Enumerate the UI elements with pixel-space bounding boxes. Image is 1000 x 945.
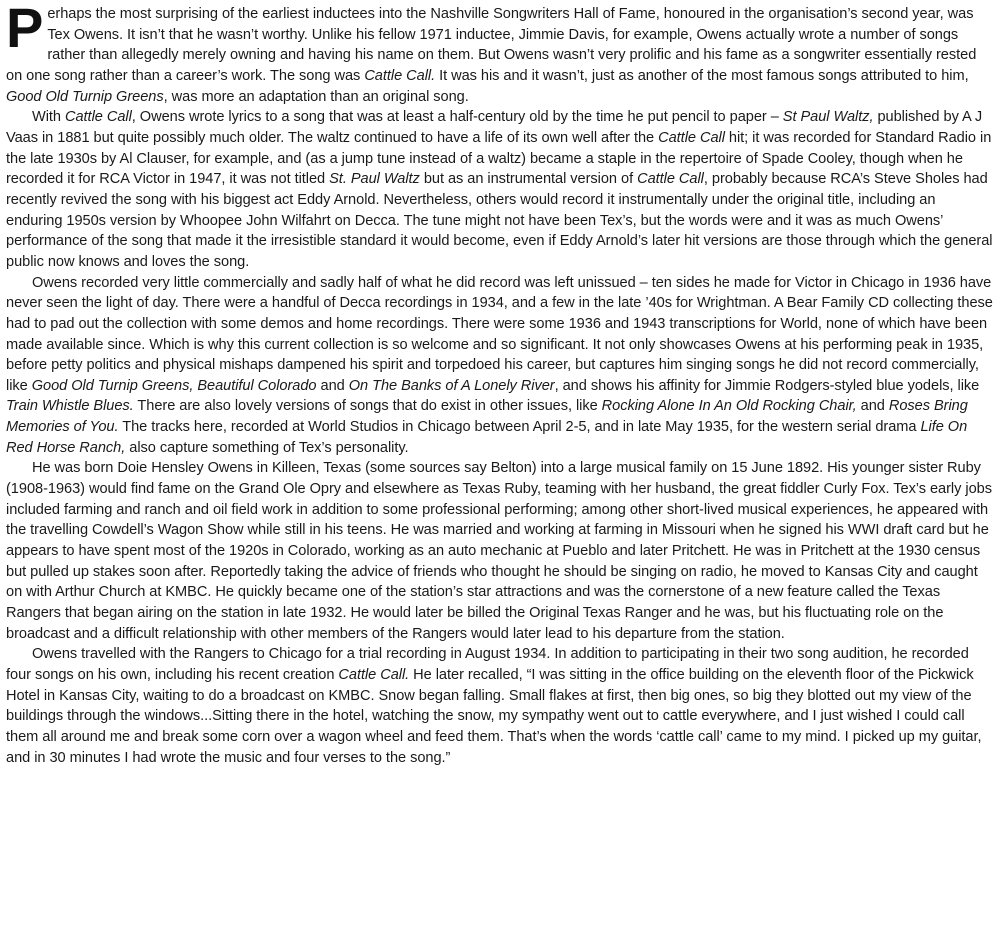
italic-title-text: Cattle Call [65, 109, 132, 126]
drop-cap: P [6, 0, 44, 59]
italic-title-text: Cattle Call. [338, 667, 410, 683]
paragraph-1 [6, 0, 994, 107]
body-text: , Owens wrote lyrics to a song that was at least a half-century old by the time he put pencil to paper – [131, 109, 783, 126]
body-text: hit; it was recorded for Standard Radio in the late 1930s by Al Clauser, for example, and (as a jump tune instead of a waltz) became a staple in the repertoire of Spade Cooley, though when he recorded it for RCA Victor in 1947, it was not titled [6, 129, 992, 188]
italic-title-text: On The Banks of A Lonely River [348, 377, 555, 394]
italic-title-text: Life On Red Horse Ranch, [6, 419, 968, 456]
paragraph-3 [6, 273, 994, 459]
italic-title-text: St. Paul Waltz [329, 171, 420, 188]
italic-title-text: St Paul Waltz, [782, 109, 874, 126]
italic-title-text: Good Old Turnip Greens, Beautiful Colorado [31, 377, 317, 394]
body-text: He was born Doie Hensley Owens in Killeen, Texas (some sources say Belton) into a large musical family on 15 June 1892. His younger sister Ruby (1908-1963) would find fame on the Grand Ole Opry and elsewhere as Texas Ruby, teaming with her husband, the great fiddler Curly Fox. Tex’s early jobs included farming and ranch and oil field work in addition to some professional performing; among other short-lived musical experiences, he appeared with the travelling Cowdell’s Wagon Show while still in his teens. He was married and working at farming in Missouri when he signed his WWI draft card but he appears to have spent most of the 1920s in Colorado, working as an auto mechanic at Pueblo and later Pritchett. He was in Pritchett at the 1930 census but pulled up stakes soon after. Reportedly taking the advice of friends who thought he should be singing on radio, he moved to Kansas City and caught on with Arthur Church at KMBC. He quickly became one of the station’s star attractions and was the cornerstone of a new feature called the Texas Rangers that began airing on the station in late 1932. He would later be billed the Original Texas Ranger and he was, but his fluctuating role on the broadcast and a difficult relationship with other members of the Rangers would later lead to his departure from the station. [6, 460, 992, 642]
body-text: He later recalled, “I was sitting in the office building on the eleventh floor of the Pickwick Hotel in Kansas City, waiting to do a broadcast on KMBC. Snow began falling. Small flakes at first, then big ones, so big they blotted out my view of the buildings through the windows...Sitting there in the hotel, watching the snow, my sympathy went out to cattle everywhere, and I just wished I could call them all around me and break some corn over a wagon wheel and feed them. That’s when the words ‘cattle call’ came to my mind. I picked up my guitar, and in 30 minutes I had wrote the music and four verses to the song.” [6, 667, 982, 766]
body-text: also capture something of Tex’s personality. [125, 439, 409, 456]
italic-title-text: Good Old Turnip Greens [6, 88, 164, 105]
italic-title-text: Cattle Call [637, 171, 704, 188]
body-text: and [316, 377, 349, 394]
body-text: , probably because RCA’s Steve Sholes had recently revived the song with his biggest act Eddy Arnold. Nevertheless, others would record it instrumentally under the original title, including an enduring 1950s version by Whoopee John Wilfahrt on Decca. The tune might not have been Tex’s, but the words were and it was as much Owens’ performance of the song that made it the irresistible standard it would become, even if Eddy Arnold’s later hit versions are those through which the general public now knows and loves the song. [6, 171, 993, 270]
italic-title-text: Train Whistle Blues. [6, 398, 134, 415]
body-text: It was his and it wasn’t, just as another of the most famous songs attributed to him, [435, 67, 969, 84]
paragraph-5 [6, 644, 994, 768]
paragraph-2 [6, 107, 994, 272]
body-text: , and shows his affinity for Jimmie Rodgers-styled blue yodels, like [554, 377, 980, 394]
italic-title-text: Cattle Call. [364, 67, 436, 84]
body-text: published by A J Vaas in 1881 but quite possibly much older. The waltz continued to have a life of its own well after the [6, 109, 983, 146]
body-text: Owens recorded very little commercially and sadly half of what he did record was left unissued – ten sides he made for Victor in Chicago in 1936 have never seen the light of day. There were a handful of Decca recordings in 1934, and a few in the late ’40s for Wrightman. A Bear Family CD collecting these had to pad out the collection with some demos and home recordings. There were some 1936 and 1943 transcriptions for World, none of which have been made available since. Which is why this current collection is so welcome and so significant. It not only showcases Owens at his performing peak in 1935, before petty politics and physical mishaps dampened his spirit and torpedoed his career, but captures him singing songs he did not record commercially, like [6, 274, 993, 394]
body-text: erhaps the most surprising of the earliest inductees into the Nashville Songwriters Hall of Fame, honoured in the organisation’s second year, was Tex Owens. It isn’t that he wasn’t worthy. Unlike his fellow 1971 inductee, Jimmie Davis, for example, Owens actually wrote a number of songs rather than allegedly merely owning and having his name on them. But Owens wasn’t very prolific and his fame as a songwriter essentially rested on one song rather than a career’s work. The song was [6, 6, 977, 84]
body-text: , was more an adaptation than an original song. [163, 88, 469, 105]
italic-title-text: Cattle Call [658, 129, 725, 146]
italic-title-text: Roses Bring Memories of You. [6, 398, 968, 436]
body-text: The tracks here, recorded at World Studios in Chicago between April 2-5, and in late May 1935, for the western serial drama [118, 419, 921, 436]
body-text: There are also lovely versions of songs that do exist in other issues, like [133, 398, 602, 415]
body-text: and [856, 398, 889, 415]
body-text: With [32, 109, 65, 126]
paragraph-4 [6, 458, 994, 644]
body-text: but as an instrumental version of [419, 171, 638, 188]
italic-title-text: Rocking Alone In An Old Rocking Chair, [601, 398, 857, 415]
body-text: Owens travelled with the Rangers to Chicago for a trial recording in August 1934. In addition to participating in their two song audition, he recorded four songs on his own, including his recent creation [6, 646, 969, 683]
